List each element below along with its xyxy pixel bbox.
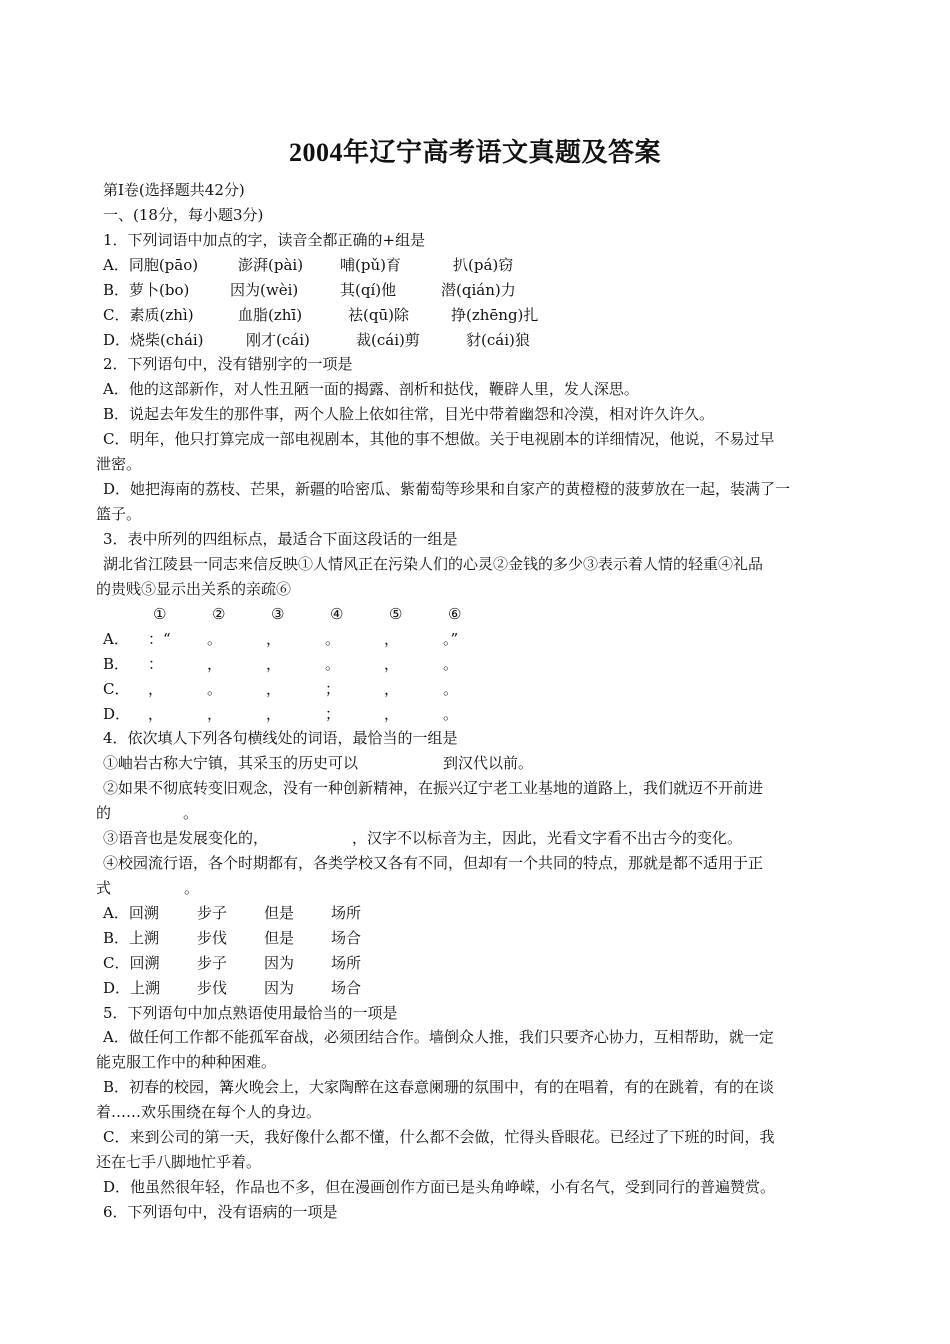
q3-mark: ， (384, 630, 400, 648)
q3-mark: ， (384, 655, 400, 673)
q3-mark: ， (266, 680, 282, 698)
part-heading: 一、(18分，每小题3分) (103, 206, 264, 224)
q3-col-4: ④ (330, 605, 344, 623)
q1-c-word3: 祛(qū)除 (348, 306, 409, 324)
q3-row-label: D． (103, 705, 131, 723)
q4-s4-text: 式 (96, 879, 112, 897)
q3-mark: ， (207, 655, 223, 673)
q4-c-4: 场所 (331, 954, 362, 972)
q3-col-1: ① (153, 605, 167, 623)
q3-row-label: A． (103, 630, 129, 648)
q5-option-c: C．来到公司的第一天，我好像什么都不懂，什么都不会做，忙得头昏眼花。已经过了下班的时间，我 (103, 1128, 775, 1146)
q4-sentence-2-continued (96, 803, 866, 823)
q3-mark: 。 (207, 680, 223, 698)
q4-s4-end: 。 (184, 879, 200, 897)
q1-d-word2: 刚才(cái) (246, 331, 310, 349)
q1-b-word4: 潜(qián)力 (441, 281, 516, 299)
q3-row-b (103, 654, 873, 674)
q5-option-c-continued: 还在七手八脚地忙乎着。 (96, 1153, 262, 1171)
q3-mark: ：“ (148, 630, 171, 648)
q3-mark: ： (148, 655, 164, 673)
q5-option-d: D．他虽然很年轻，作品也不多，但在漫画创作方面已是头角峥嵘，小有名气，受到同行的普遍赞赏。 (103, 1178, 776, 1196)
q3-mark: ； (325, 680, 341, 698)
q3-mark: ， (207, 705, 223, 723)
q6-stem: 6．下列语句中，没有语病的一项是 (103, 1203, 338, 1221)
q3-mark: 。 (443, 705, 459, 723)
q4-s3-text: ③语音也是发展变化的， (103, 829, 269, 847)
q4-sentence-1 (103, 753, 873, 773)
q3-mark: ， (148, 705, 164, 723)
q3-col-5: ⑤ (389, 605, 403, 623)
q3-mark: ， (266, 630, 282, 648)
q3-mark: 。 (443, 680, 459, 698)
q3-mark: 。” (443, 630, 459, 648)
q4-d-4: 场合 (331, 979, 362, 997)
q1-b-word2: 因为(wèi) (230, 281, 299, 299)
q3-mark: ； (325, 705, 341, 723)
q1-c-word2: 血脂(zhī) (238, 306, 303, 324)
q3-mark: 。 (325, 630, 341, 648)
q3-col-2: ② (212, 605, 226, 623)
q1-b-word3: 其(qí)他 (340, 281, 397, 299)
q4-a-4: 场所 (331, 904, 362, 922)
q4-s1-text: ①岫岩古称大宁镇，其采玉的历史可以 (103, 754, 359, 772)
q3-table-header (153, 604, 923, 624)
q3-mark: ， (266, 705, 282, 723)
q2-option-d: D．她把海南的荔枝、芒果，新疆的哈密瓜、紫葡萄等珍果和自家产的黄橙橙的菠萝放在一起，装满了一 (103, 480, 791, 498)
q4-b-4: 场合 (331, 929, 362, 947)
q1-a-word2: 澎湃(pài) (238, 256, 304, 274)
q3-mark: 。 (325, 655, 341, 673)
q4-c-3: 因为 (264, 954, 295, 972)
q1-option-d (103, 330, 873, 350)
q3-row-d (103, 704, 873, 724)
q4-c-1: C．回溯 (103, 954, 160, 972)
q4-sentence-4-continued (96, 878, 866, 898)
q3-mark: 。 (443, 655, 459, 673)
q3-col-3: ③ (271, 605, 285, 623)
q1-c-word4: 挣(zhēng)扎 (451, 306, 539, 324)
q1-b-word1: B．萝卜(bo) (103, 281, 190, 299)
section-heading: 第Ⅰ卷(选择题共42分) (103, 181, 245, 199)
q3-row-label: C． (103, 680, 130, 698)
q3-mark: ， (384, 680, 400, 698)
q2-option-d-continued: 篮子。 (96, 505, 142, 523)
q3-mark: ， (148, 680, 164, 698)
q3-passage: 湖北省江陵县一同志来信反映①人情风正在污染人们的心灵②金钱的多少③表示着人情的轻重④礼品 (103, 555, 764, 573)
q1-option-a (103, 255, 873, 275)
q4-b-3: 但是 (264, 929, 295, 947)
q4-a-3: 但是 (264, 904, 295, 922)
q2-option-c: C．明年，他只打算完成一部电视剧本，其他的事不想做。关于电视剧本的详细情况，他说，不易过早 (103, 430, 775, 448)
q4-a-2: 步子 (197, 904, 228, 922)
q4-d-2: 步伐 (197, 979, 228, 997)
q1-option-c (103, 305, 873, 325)
q3-mark: 。 (207, 630, 223, 648)
q3-passage-continued: 的贵贱⑤显示出关系的亲疏⑥ (96, 580, 292, 598)
q1-d-word1: D．烧柴(chái) (103, 331, 204, 349)
q3-row-a (103, 629, 873, 649)
q3-mark: ， (384, 705, 400, 723)
q1-a-word3: 哺(pǔ)育 (340, 256, 401, 274)
q1-a-word1: A．同胞(pāo) (103, 256, 199, 274)
q4-s2-text: 的 (96, 804, 112, 822)
q4-option-c (103, 953, 873, 973)
q5-option-a-continued: 能克服工作中的种种困难。 (96, 1053, 277, 1071)
q1-d-word4: 豺(cái)狼 (466, 331, 530, 349)
q4-s3-text-end: ，汉字不以标音为主，因此，光看文字看不出古今的变化。 (352, 829, 743, 847)
q4-sentence-4: ④校园流行语，各个时期都有，各类学校又各有不同，但却有一个共同的特点，那就是都不适用于正 (103, 854, 764, 872)
q2-option-a: A．他的这部新作，对人性丑陋一面的揭露、剖析和挞伐，鞭辟人里，发人深思。 (103, 380, 639, 398)
page-title: 2004年辽宁高考语文真题及答案 (288, 138, 661, 167)
q4-sentence-2: ②如果不彻底转变旧观念，没有一种创新精神，在振兴辽宁老工业基地的道路上，我们就迈不开前进 (103, 779, 764, 797)
q4-d-1: D．上溯 (103, 979, 161, 997)
q1-stem: 1．下列词语中加点的字，读音全都正确的+组是 (103, 231, 426, 249)
q5-option-b: B．初春的校园，篝火晚会上，大家陶醉在这春意阑珊的氛围中，有的在唱着，有的在跳着，有的在谈 (103, 1078, 775, 1096)
q4-sentence-3 (103, 828, 873, 848)
q2-stem: 2．下列语句中，没有错别字的一项是 (103, 355, 353, 373)
q4-c-2: 步子 (197, 954, 228, 972)
q3-row-label: B． (103, 655, 130, 673)
q4-s1-text-end: 到汉代以前。 (443, 754, 534, 772)
q2-option-c-continued: 泄密。 (96, 455, 142, 473)
q1-a-word4: 扒(pá)窃 (453, 256, 514, 274)
q4-d-3: 因为 (264, 979, 295, 997)
q4-option-d (103, 978, 873, 998)
q5-stem: 5．下列语句中加点熟语使用最恰当的一项是 (103, 1004, 398, 1022)
q3-col-6: ⑥ (448, 605, 462, 623)
q2-option-b: B．说起去年发生的那件事，两个人脸上依如往常，目光中带着幽怨和冷漠，相对许久许久。 (103, 405, 715, 423)
q4-a-1: A．回溯 (103, 904, 159, 922)
q1-option-b (103, 280, 873, 300)
q1-d-word3: 裁(cái)剪 (356, 331, 420, 349)
q3-stem: 3．表中所列的四组标点，最适合下面这段话的一组是 (103, 530, 458, 548)
q5-option-a: A．做任何工作都不能孤军奋战，必须团结合作。墙倒众人推，我们只要齐心协力，互相帮助，就一定 (103, 1028, 774, 1046)
q4-option-a (103, 903, 873, 923)
q1-c-word1: C．素质(zhì) (103, 306, 194, 324)
q4-s2-end: 。 (183, 804, 199, 822)
q3-mark: ， (266, 655, 282, 673)
q4-option-b (103, 928, 873, 948)
q5-option-b-continued: 着……欢乐围绕在每个人的身边。 (96, 1103, 322, 1121)
q4-stem: 4．依次填人下列各句横线处的词语，最恰当的一组是 (103, 729, 458, 747)
q4-b-2: 步伐 (197, 929, 228, 947)
q3-row-c (103, 679, 873, 699)
q4-b-1: B．上溯 (103, 929, 160, 947)
